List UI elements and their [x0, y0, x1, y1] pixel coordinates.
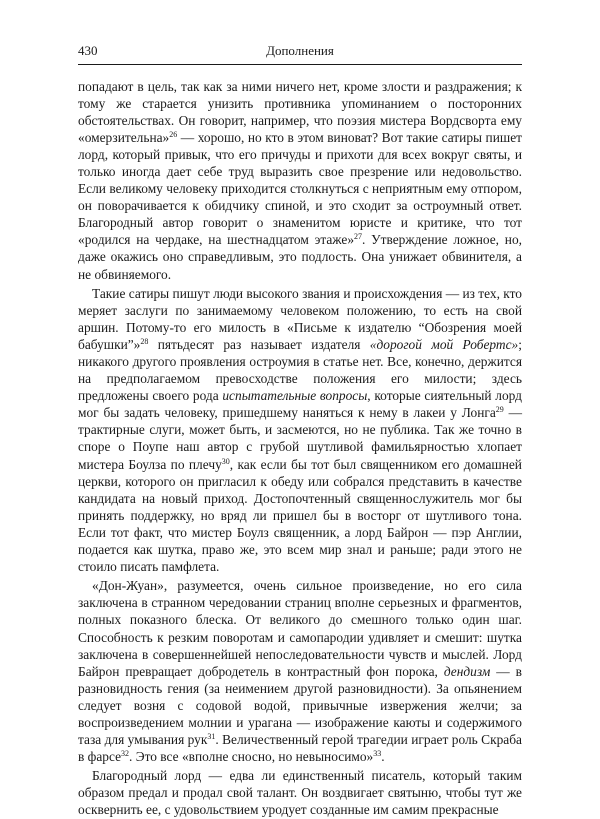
- text-run: попадают в цель, так как за ними ничего нет, кроме злости и раздражения; к тому же старается унизить противника упоминанием о посторонних обстоятельствах. Он говорит, например, что поэзия мистера Вордсворта ему «омерзительна»: [78, 79, 522, 146]
- running-head: Дополнения: [266, 43, 334, 58]
- footnote-ref: 33: [373, 748, 382, 758]
- text-run: .: [381, 748, 385, 764]
- body-text: [78, 78, 522, 819]
- page-number: 430: [78, 43, 98, 58]
- paragraph: [78, 285, 522, 575]
- footnote-ref: 29: [495, 405, 504, 415]
- text-run: — трактирные слуги, может быть, и засмеются, но не публика. Так же точно в споре о Поупе наш автор с грубой шутливой фамильярностью хлопает мистера Боулза по плечу: [78, 405, 522, 472]
- text-run: . Утверждение ложное, но, даже окажись оно справедливым, это подлость. Она унижает обвинителя, а не обвиняемого.: [78, 232, 522, 282]
- paragraph: [78, 78, 522, 283]
- text-run: ; никакого другого проявления остроумия в статье нет. Все, конечно, держится на предполагаемом превосходстве положения его милости; здесь предложены своего рода: [78, 337, 522, 404]
- footnote-ref: 27: [354, 232, 363, 242]
- text-run: , которые сиятельный лорд мог бы задать человеку, пришедшему наняться к нему в лакеи у Лонга: [78, 388, 522, 421]
- text-run: — хорошо, но кто в этом виноват? Вот такие сатиры пишет лорд, который привык, что его причуды и прихоти для всех вокруг святы, и только иногда дает себе труд выразить свое презрение или недовольство. Если великому человеку приходится столкнуться с неприятным ему отпором, он поворачивается к обидчику спиной, и это сходит за остроумный ответ. Благородный автор говорит о знаменитом юристе и критике, что тот «родился на чердаке, на шестнадцатом этаже»: [78, 130, 522, 248]
- italic-run: испытательные вопросы: [222, 388, 368, 404]
- header-rule: [78, 64, 522, 65]
- footnote-ref: 28: [140, 337, 149, 347]
- text-run: , как если бы тот был священником его домашней церкви, которого он пригласил к обеду или собрался представить в качестве кандидата на новый приход. Достопочтенный священнослужитель мог бы принять поддержку, но вряд ли пришел бы в восторг от шутливого тона. Если тот факт, что мистер Боулз священник, а лорд Байрон — пэр Англии, подается как шутка, право же, это всем мир знал и раньше; ради этого не стоило писать памфлета.: [78, 456, 522, 574]
- text-run: пятьдесят раз называет издателя: [148, 337, 370, 353]
- footnote-ref: 26: [169, 130, 178, 140]
- footnote-ref: 30: [221, 456, 230, 466]
- text-run: Такие сатиры пишут люди высокого звания и происхождения — из тех, кто меряет заслуги по занимаемому человеком положению, то есть на свой аршин. Потому-то его милость в «Письме к издателю “Обозрения моей бабушки”»: [78, 286, 522, 353]
- footnote-ref: 32: [121, 748, 130, 758]
- text-run: . Величественный герой трагедии играет роль Скраба в фарсе: [78, 731, 522, 764]
- text-run: «Дон-Жуан», разумеется, очень сильное произведение, но его сила заключена в странном чередовании страниц вполне серьезных и фрагментов, полных показного блеска. От великого до смешного только один шаг. Способность к резким поворотам и самопародии удивляет и смешит: шутка заключена в совершеннейшей непоследовательности чувств и мыслей. Лорд Байрон превращает добродетель в контрастный фон порока,: [78, 578, 522, 679]
- italic-run: «дорогой мой Робертс»: [369, 337, 519, 353]
- text-run: — в разновидность гения (за неимением другой разновидности). За опьянением следует возня с содовой водой, привычные извержения желчи; за воспроизведением молнии и урагана — изображение каюты и содержимого таза для умывания рук: [78, 663, 522, 747]
- paragraph: [78, 577, 522, 765]
- text-run: Благородный лорд — едва ли единственный писатель, который таким образом предал и продал свой талант. Он воздвигает святыню, чтобы тут же осквернить ее, с удовольствием уродует созданные им самим прекрасные: [78, 768, 522, 818]
- paragraph: [78, 767, 522, 818]
- italic-run: дендизм: [443, 663, 491, 679]
- text-run: . Это все «вполне сносно, но невыносимо»: [129, 748, 374, 764]
- footnote-ref: 31: [207, 731, 216, 741]
